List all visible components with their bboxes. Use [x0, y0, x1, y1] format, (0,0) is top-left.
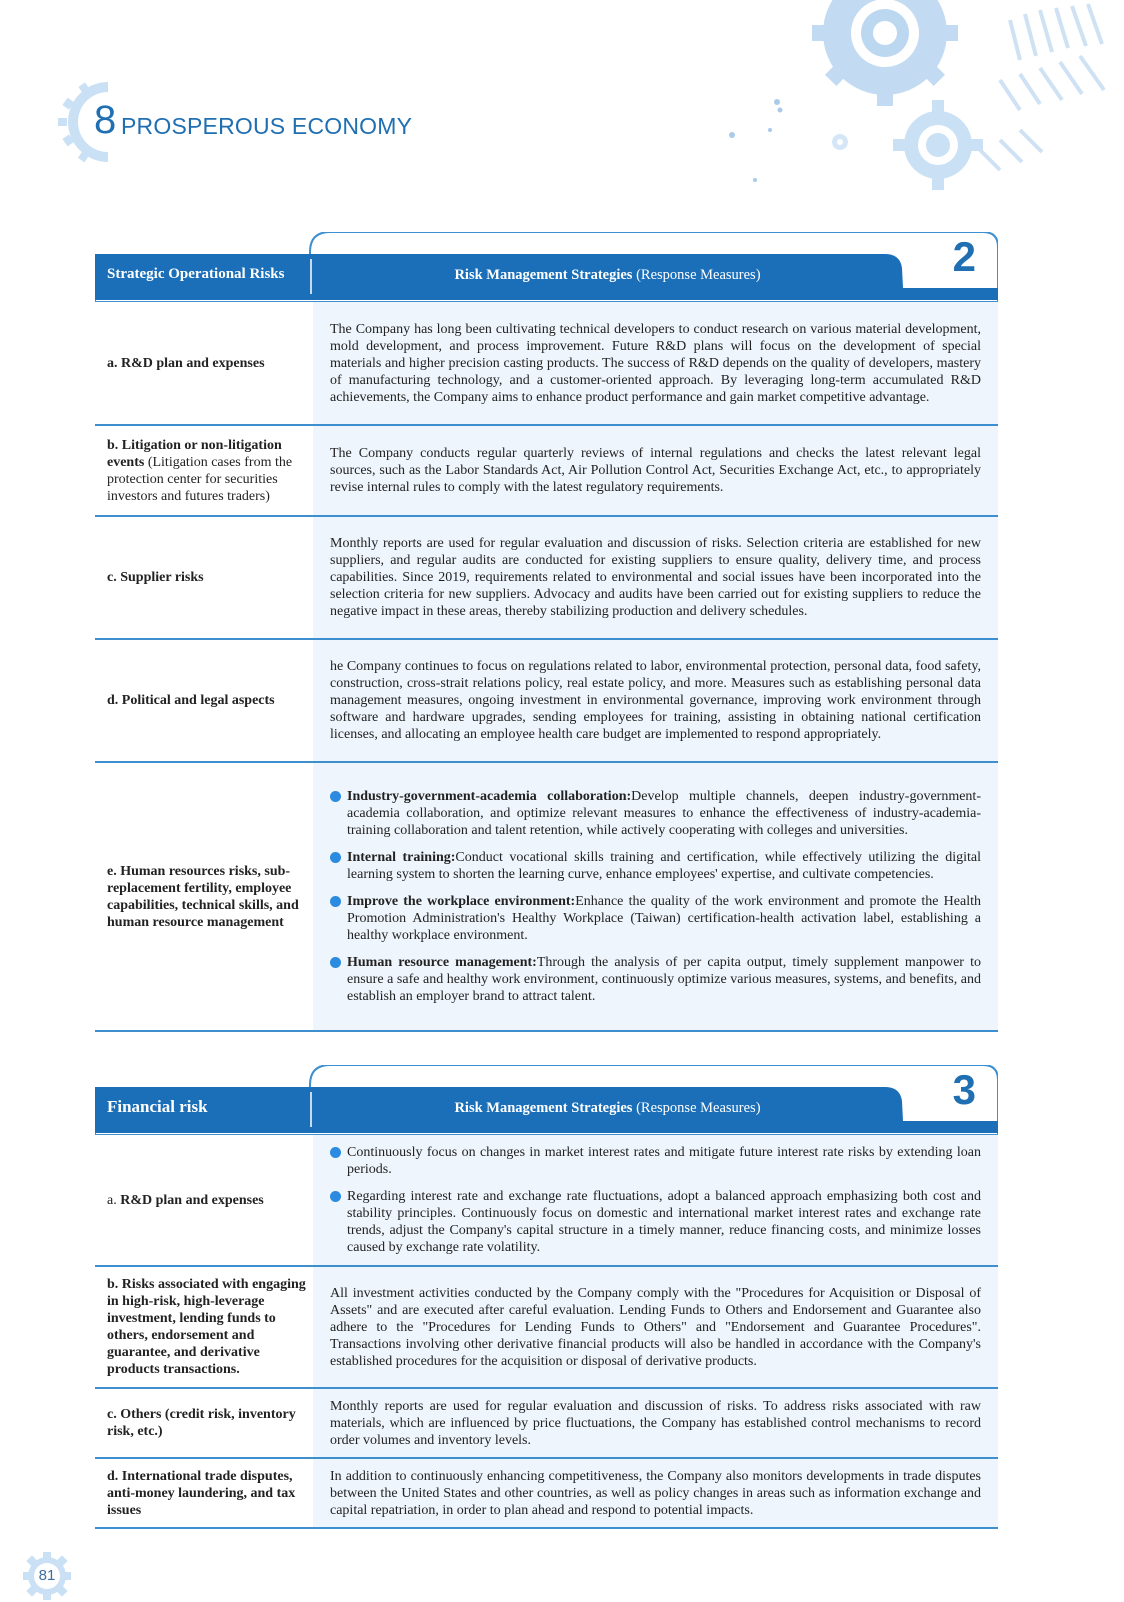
row-label: a. R&D plan and expenses — [95, 1135, 313, 1265]
row-body: All investment activities conducted by the Company comply with the "Procedures for Acquisition or Disposal of Assets" and are executed after careful evaluation. Lending Funds to Others and Endorsement and Guarantee also adhere to the "Procedures for Lending Funds to Others" and "Endorsement and Guarantee Procedures". Transactions involving other derivative financial products will also be handled in accordance with the Company's established procedures for the acquisition or disposal of derivative products. — [313, 1267, 998, 1387]
row-label: a. R&D plan and expenses — [95, 302, 313, 424]
table-row — [95, 1267, 998, 1389]
row-body — [313, 1135, 998, 1265]
row-body: he Company continues to focus on regulations related to labor, environmental protection, personal data, food safety, construction, cross-strait relations policy, real estate policy, and more. Measures such as establishing personal data management measures, ongoing investment in environmental governance, improving work environment through software and hardware upgrades, sending employees for training, assisting in obtaining national certification licenses, and allocating an employee health care budget are implemented to respond appropriately. — [313, 640, 998, 761]
table-row — [95, 763, 998, 1032]
table-row — [95, 426, 998, 517]
row-body: The Company conducts regular quarterly reviews of internal regulations and checks the latest relevant legal sources, such as the Labor Standards Act, Air Pollution Control Act, Securities Exchange Act, etc., to appropriately revise internal rules to comply with the latest regulatory requirements. — [313, 426, 998, 515]
row-label: d. International trade disputes, anti-money laundering, and tax issues — [95, 1459, 313, 1527]
page-number-badge — [22, 1552, 72, 1602]
chapter-title: PROSPEROUS ECONOMY — [121, 113, 412, 140]
row-body: In addition to continuously enhancing competitiveness, the Company also monitors developments in trade disputes between the United States and other countries, as well as policy changes in areas such as information exchange and capital repatriation, in order to plan ahead and respond to potential impacts. — [313, 1459, 998, 1527]
table-row — [95, 1389, 998, 1459]
table-row — [95, 1135, 998, 1267]
row-label: e. Human resources risks, sub-replacement fertility, employee capabilities, technical skills, and human resource management — [95, 763, 313, 1030]
chapter-heading — [58, 78, 438, 168]
table-row — [95, 517, 998, 640]
strategic-operational-risks-section — [95, 232, 998, 1032]
bullet-item: Internal training:Conduct vocational skills training and certification, while effectively utilizing the digital learning system to shorten the learning curve, enhance employees' expertise, and cultivate competencies. — [330, 849, 981, 883]
section-header — [95, 232, 998, 302]
chapter-number: 8 — [94, 100, 116, 140]
financial-risk-section — [95, 1065, 998, 1529]
row-body: Monthly reports are used for regular evaluation and discussion of risks. Selection criteria are established for new suppliers, and regular audits are conducted for existing suppliers to ensure quality, delivery time, and process capabilities. Since 2019, requirements related to environmental and social issues have been incorporated into the selection criteria for new suppliers. Advocacy and audits have been carried out for existing suppliers to reduce the negative impact in these areas, thereby stabilizing production and delivery schedules. — [313, 517, 998, 638]
gear-decoration — [720, 0, 1124, 200]
row-label: b. Litigation or non-litigation events (Litigation cases from the protection center for securities investors and futures traders) — [95, 426, 313, 515]
table-row — [95, 640, 998, 763]
row-body — [313, 763, 998, 1030]
row-body: The Company has long been cultivating technical developers to conduct research on various material development, mold development, and process improvement. Future R&D plans will focus on the development of special materials and higher precision casting products. The success of R&D depends on the quality of developers, mastery of manufacturing technology, and a customer-oriented approach. By leveraging long-term accumulated R&D achievements, the Company aims to enhance product performance and gain market competitive advantage. — [313, 302, 998, 424]
bullet-item: Continuously focus on changes in market interest rates and mitigate future interest rate risks by extending loan periods. — [330, 1144, 981, 1178]
row-label: b. Risks associated with engaging in high-risk, high-leverage investment, lending funds to others, endorsement and guarantee, and derivative products transactions. — [95, 1267, 313, 1387]
bullet-item: Industry-government-academia collaboration:Develop multiple channels, deepen industry-government-academia collaboration, and optimize relevant measures to enhance the effectiveness of industry-academia-training collaboration and talent retention, while actively cooperating with colleges and universities. — [330, 788, 981, 839]
row-label: c. Supplier risks — [95, 517, 313, 638]
section-right-header: Risk Management Strategies (Response Measures) — [315, 1100, 900, 1117]
section-left-header: Strategic Operational Risks — [107, 266, 285, 283]
bullet-item: Improve the workplace environment:Enhance the quality of the work environment and promote the Health Promotion Administration's Healthy Workplace (Taiwan) certification-health activation label, establishing a healthy workplace environment. — [330, 893, 981, 944]
section-number: 3 — [953, 1069, 976, 1111]
table-row — [95, 302, 998, 426]
section-right-header: Risk Management Strategies (Response Measures) — [315, 267, 900, 284]
row-label: c. Others (credit risk, inventory risk, etc.) — [95, 1389, 313, 1457]
page-number: 81 — [22, 1567, 72, 1584]
bullet-item: Regarding interest rate and exchange rate fluctuations, adopt a balanced approach emphasizing both cost and stability principles. Continuously focus on domestic and international market interest rates and exchange rate trends, adjust the Company's capital structure in a timely manner, reduce financing costs, and minimize losses caused by exchange rate volatility. — [330, 1188, 981, 1256]
section-left-header: Financial risk — [107, 1097, 208, 1117]
row-body: Monthly reports are used for regular evaluation and discussion of risks. To address risks associated with raw materials, which are influenced by price fluctuations, the Company has established control mechanisms to record order volumes and inventory levels. — [313, 1389, 998, 1457]
section-header — [95, 1065, 998, 1135]
section-number: 2 — [953, 236, 976, 278]
bullet-item: Human resource management:Through the analysis of per capita output, timely supplement manpower to ensure a safe and healthy work environment, continuously optimize various measures, systems, and benefits, and establish an employer brand to attract talent. — [330, 954, 981, 1005]
row-label: d. Political and legal aspects — [95, 640, 313, 761]
table-row — [95, 1459, 998, 1529]
